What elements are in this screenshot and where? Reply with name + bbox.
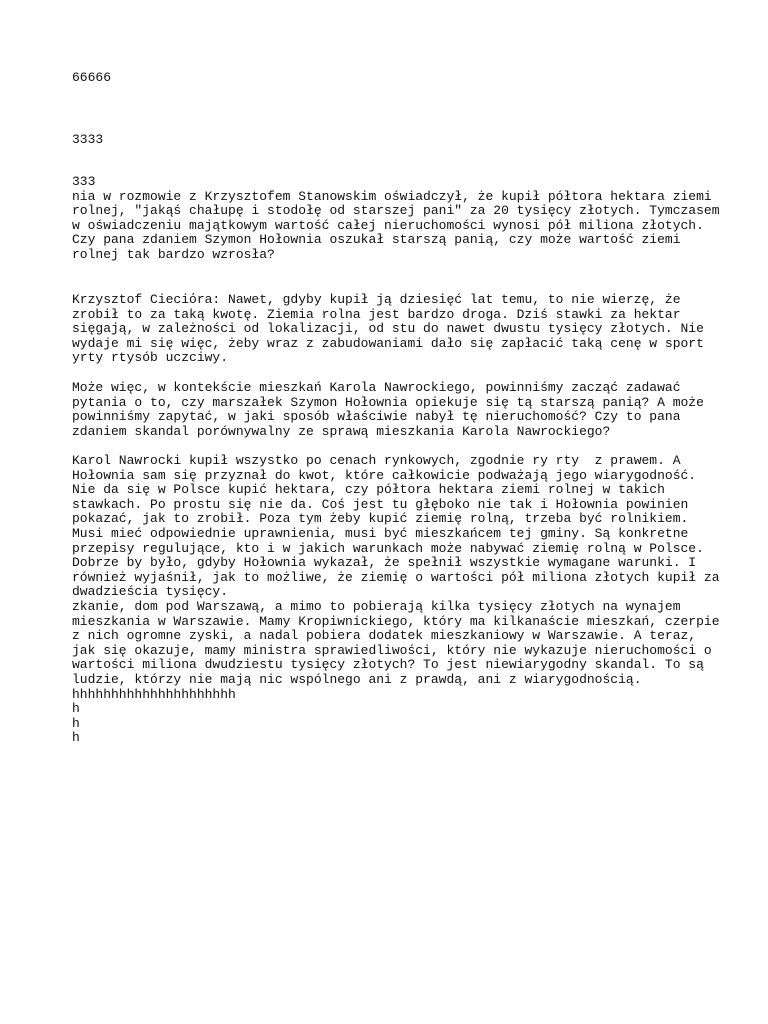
- text-line: hhhhhhhhhhhhhhhhhhhhh: [72, 686, 236, 702]
- text-line: stawkach. Po prostu się nie da. Coś jest tu głęboko nie tak i Hołownia powinien: [72, 496, 689, 512]
- paragraph-2: [72, 293, 704, 366]
- text-line: sięgają, w zależności od lokalizacji, od stu do nawet dwustu tysięcy złotych. Nie: [72, 321, 704, 337]
- text-line: zdaniem skandal porównywalny ze sprawą mieszkania Karola Nawrockiego?: [72, 423, 611, 439]
- text-line: yrty rtysób uczciwy.: [72, 350, 229, 366]
- text-line: nia w rozmowie z Krzysztofem Stanowskim oświadczył, że kupił półtora hektara ziemi: [72, 188, 712, 204]
- text-line: Dobrze by było, gdyby Hołownia wykazał, że spełnił wszystkie wymagane warunki. I: [72, 555, 697, 571]
- text-line: przepisy regulujące, kto i w jakich warunkach może nabywać ziemię rolną w Polsce.: [72, 540, 704, 556]
- text-line: Krzysztof Cieciόra: Nawet, gdyby kupił ją dziesięć lat temu, to nie wierzę, że: [72, 292, 681, 307]
- text-line: zrobił to za taką kwotę. Ziemia rolna jest bardzo droga. Dziś stawki za hektar: [72, 306, 681, 322]
- header-number-1: [72, 71, 111, 86]
- text-line: Musi mieć odpowiednie uprawnienia, musi być mieszkańcem tej gminy. Są konkretne: [72, 525, 689, 541]
- paragraph-1: [72, 175, 720, 263]
- paragraph-4: [72, 454, 720, 746]
- text-line: Karol Nawrocki kupił wszystko po cenach rynkowych, zgodnie ry rty z prawem. A: [72, 453, 681, 468]
- text-line: h: [72, 701, 80, 717]
- text-line: wydaje mi się więc, żeby wraz z zabudowaniami dało się zapłacić taką cenę w sport: [72, 335, 704, 351]
- header-line: 3333: [72, 132, 104, 147]
- text-line: również wyjaśnił, jak to możliwe, że ziemię o wartości pół miliona złotych kupił za: [72, 569, 720, 585]
- text-line: h: [72, 715, 80, 731]
- text-line: pytania o to, czy marszałek Szymon Hołownia opiekuje się tą starszą panią? A może: [72, 394, 704, 410]
- text-line: dwadzieścia tysięcy.: [72, 584, 229, 600]
- text-line: Hołownia sam się przyznał do kwot, które całkowicie podważają jego wiarygodność.: [72, 467, 697, 483]
- text-line: jak się okazuje, mamy ministra sprawiedliwości, który nie wykazuje nieruchomości o: [72, 642, 712, 658]
- text-line: Czy pana zdaniem Szymon Hołownia oszukał starszą panią, czy może wartość ziemi: [72, 232, 681, 248]
- text-line: mieszkania w Warszawie. Mamy Kropiwnickiego, który ma kilkanaście mieszkań, czerpie: [72, 613, 720, 629]
- text-line: Może więc, w kontekście mieszkań Karola Nawrockiego, powinniśmy zacząć zadawać: [72, 380, 681, 395]
- text-line: powinniśmy zapytać, w jaki sposób właściwie nabył tę nieruchomość? Czy to pana: [72, 409, 681, 425]
- text-line: rolnej, "jakąś chałupę i stodołę od starszej pani" za 20 tysięcy złotych. Tymczasem: [72, 203, 720, 219]
- header-number-2: [72, 133, 103, 148]
- text-line: z nich ogromne zyski, a nadal pobiera dodatek mieszkaniowy w Warszawie. A teraz,: [72, 628, 697, 644]
- text-line: zkanie, dom pod Warszawą, a mimo to pobierają kilka tysięcy złotych na wynajem: [72, 598, 681, 614]
- text-line: w oświadczeniu majątkowym wartość całej nieruchomości wynosi pół miliona złotych.: [72, 217, 704, 233]
- text-line: 333: [72, 174, 96, 189]
- paragraph-3: [72, 381, 704, 439]
- text-line: ludzie, którzy nie mają nic wspólnego ani z prawdą, ani z wiarygodnością.: [72, 671, 642, 687]
- text-line: h: [72, 730, 80, 746]
- text-line: Nie da się w Polsce kupić hektara, czy półtora hektara ziemi rolnej w takich: [72, 482, 665, 498]
- text-line: pokazać, jak to zrobił. Poza tym żeby kupić ziemię rolną, trzeba być rolnikiem.: [72, 511, 689, 527]
- header-line: 66666: [72, 70, 112, 85]
- text-line: wartości miliona dwudziestu tysięcy złotych? To jest niewiarygodny skandal. To są: [72, 657, 704, 673]
- text-line: rolnej tak bardzo wzrosła?: [72, 246, 275, 262]
